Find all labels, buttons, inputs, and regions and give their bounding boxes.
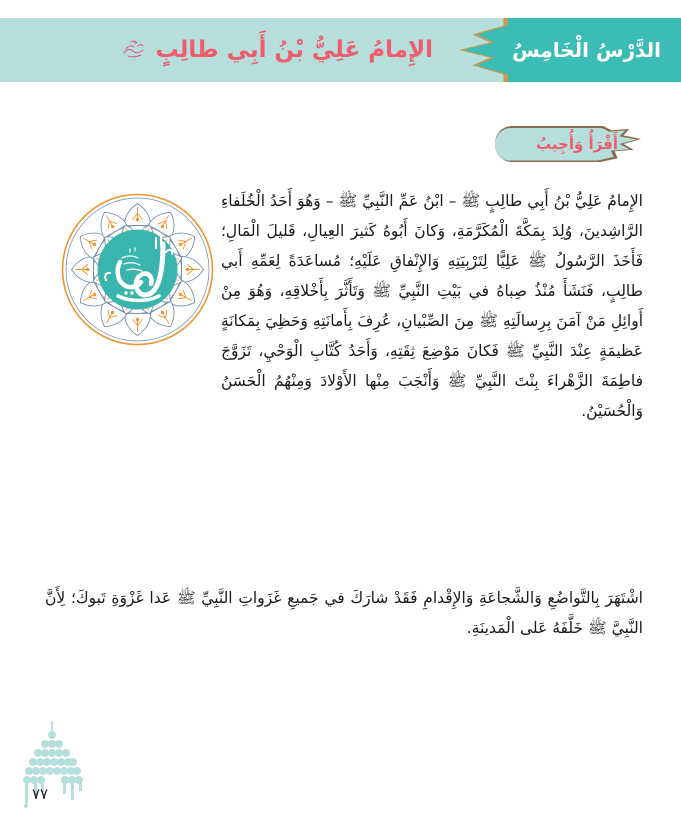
read-badge-label: أَقْرَأُ وَأُجِيبُ [536, 135, 618, 153]
read-and-answer-badge [495, 126, 641, 162]
page-title-text: الإِمامُ عَلِيُّ بْنُ أَبِي طالِبٍ [155, 37, 433, 63]
honorific-calligraphy-icon [122, 38, 146, 60]
lesson-paragraph-2 [45, 583, 643, 643]
page-number: ٧٧ [32, 785, 49, 803]
medallion-graphic [60, 192, 215, 347]
lesson-tab [459, 18, 681, 82]
footer-ornament [14, 719, 92, 815]
paragraph-1-text: الإِمامُ عَلِيُّ بْنُ أَبِي طالِبٍ ﷺ – ابْنُ عَمِّ النَّبِيِّ ﷺ – وَهُوَ أَحَدُ الْخُلَفاءِ الرَّاشِدينَ، وُلِدَ بِمَكَّةَ الْمُكَرَّمَةِ، وَكانَ أَبُوهُ كَثيرَ العِيالِ، قَليلَ الْمَالِ؛ فَأَخَذَ الرَّسُولُ ﷺ عَلِيًّا لِتَرْبِيَتِهِ وَالإِنْفاقِ عَلَيْهِ؛ مُساعَدَةً لِعَمِّهِ أَبي طالِبٍ، فَنَشَأَ مُنْذُ صِباهُ في بَيْتِ النَّبِيِّ ﷺ وَتَأَثَّرَ بِأَخْلاقِهِ، وَهُوَ مِنْ أَوائِلِ مَنْ آمَنَ بِرِسالَتِهِ ﷺ مِنَ الصِّبْيانِ، عُرِفَ بِأَمانَتِهِ وَحَظِيَ بِمَكانَةٍ عَظيمَةٍ عِنْدَ النَّبِيِّ ﷺ فَكانَ مَوْضِعَ ثِقَتِهِ، وَأَحَدُ كُتَّابِ الْوَحْيِ، تَزَوَّجَ فاطِمَةَ الزَّهْراءَ بِنْتَ النَّبِيِّ ﷺ وَأَنْجَبَ مِنْها الأَوْلادَ وَمِنْهُمُ الْحَسَنُ وَالْحُسَيْنُ. [221, 192, 643, 420]
paragraph-2-text: اشْتَهَرَ بِالتَّواضُعِ وَالشَّجاعَةِ وَالإِقْدامِ فَقَدْ شارَكَ في جَميعِ غَزَواتِ النَّبِيِّ ﷺ عَدا غَزْوَةِ تَبوكَ؛ لِأَنَّ النَّبِيَّ ﷺ خَلَّفَهُ عَلى الْمَدينَةِ. [45, 589, 643, 637]
honorific-icon [122, 38, 146, 64]
lesson-tab-label: الدَّرْسُ الْخَامِسُ [512, 38, 661, 62]
page-title [122, 18, 433, 82]
ali-calligraphy-medallion [60, 192, 215, 347]
lesson-paragraph-1 [221, 186, 643, 426]
dome-ornament-icon [14, 719, 92, 815]
